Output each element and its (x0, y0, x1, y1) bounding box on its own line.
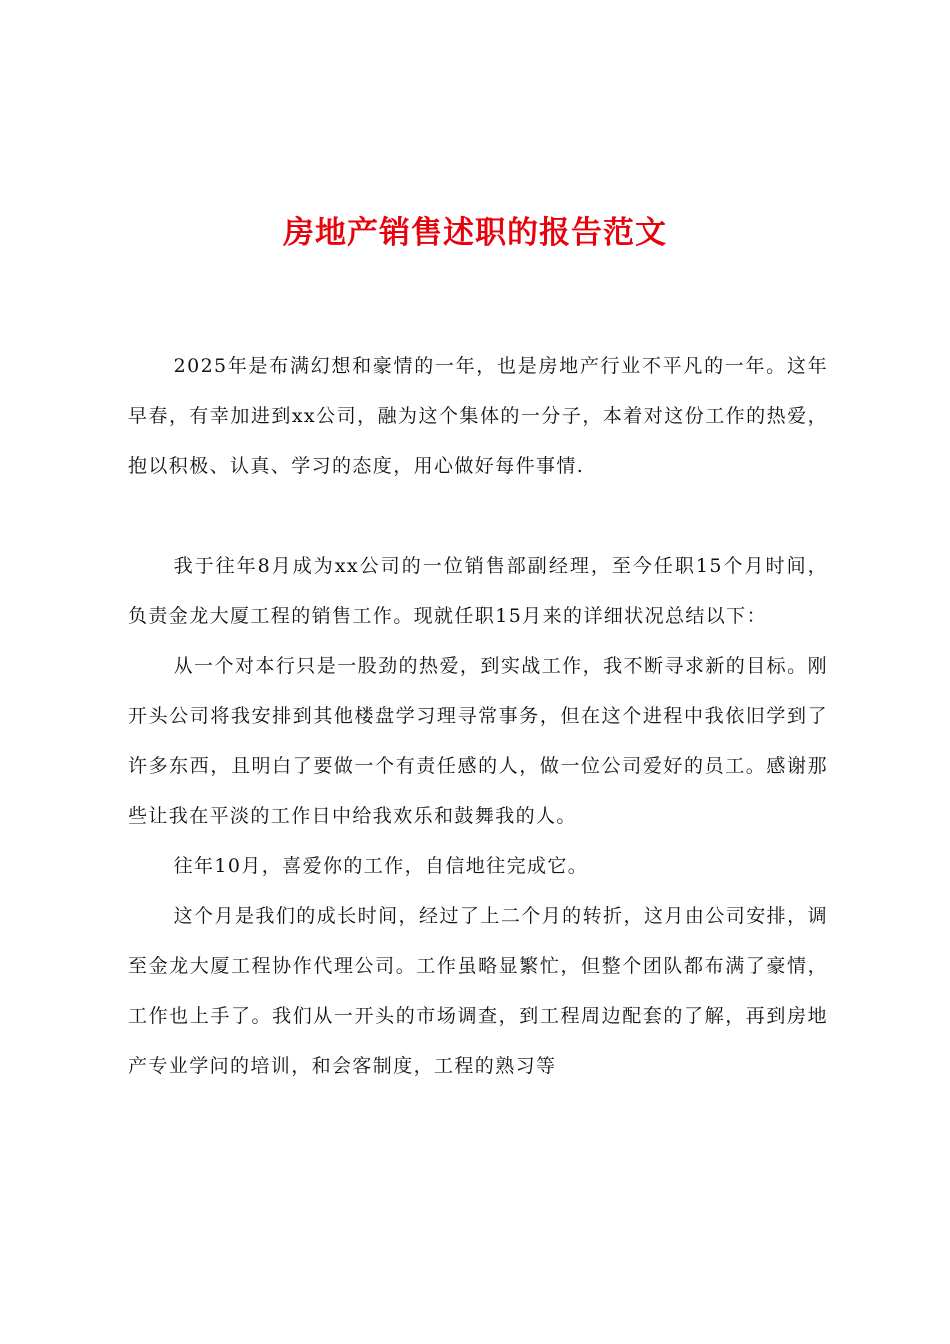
paragraph: 2025年是布满幻想和豪情的一年，也是房地产行业不平凡的一年。这年早春，有幸加进到xx公司，融为这个集体的一分子，本着对这份工作的热爱，抱以积极、认真、学习的态度，用心做好每件事情. (128, 355, 828, 477)
paragraph: 往年10月，喜爱你的工作，自信地往完成它。 (173, 855, 589, 877)
paragraph: 这个月是我们的成长时间，经过了上二个月的转折，这月由公司安排，调至金龙大厦工程协作代理公司。工作虽略显繁忙，但整个团队都布满了豪情，工作也上手了。我们从一开头的市场调查，到工程周边配套的了解，再到房地产专业学问的培训，和会客制度，工程的熟习等 (128, 905, 828, 1077)
paragraph: 从一个对本行只是一股劲的热爱，到实战工作，我不断寻求新的目标。刚开头公司将我安排到其他楼盘学习理寻常事务，但在这个进程中我依旧学到了许多东西，且明白了要做一个有责任感的人，做一位公司爱好的员工。感谢那些让我在平淡的工作日中给我欢乐和鼓舞我的人。 (128, 655, 828, 827)
paragraph: 我于往年8月成为xx公司的一位销售部副经理，至今任职15个月时间，负责金龙大厦工程的销售工作。现就任职15月来的详细状况总结以下： (128, 555, 828, 627)
document-title: 房地产销售述职的报告范文 (283, 215, 667, 251)
body-section-intro (128, 341, 828, 491)
body-section-report (128, 541, 828, 1091)
